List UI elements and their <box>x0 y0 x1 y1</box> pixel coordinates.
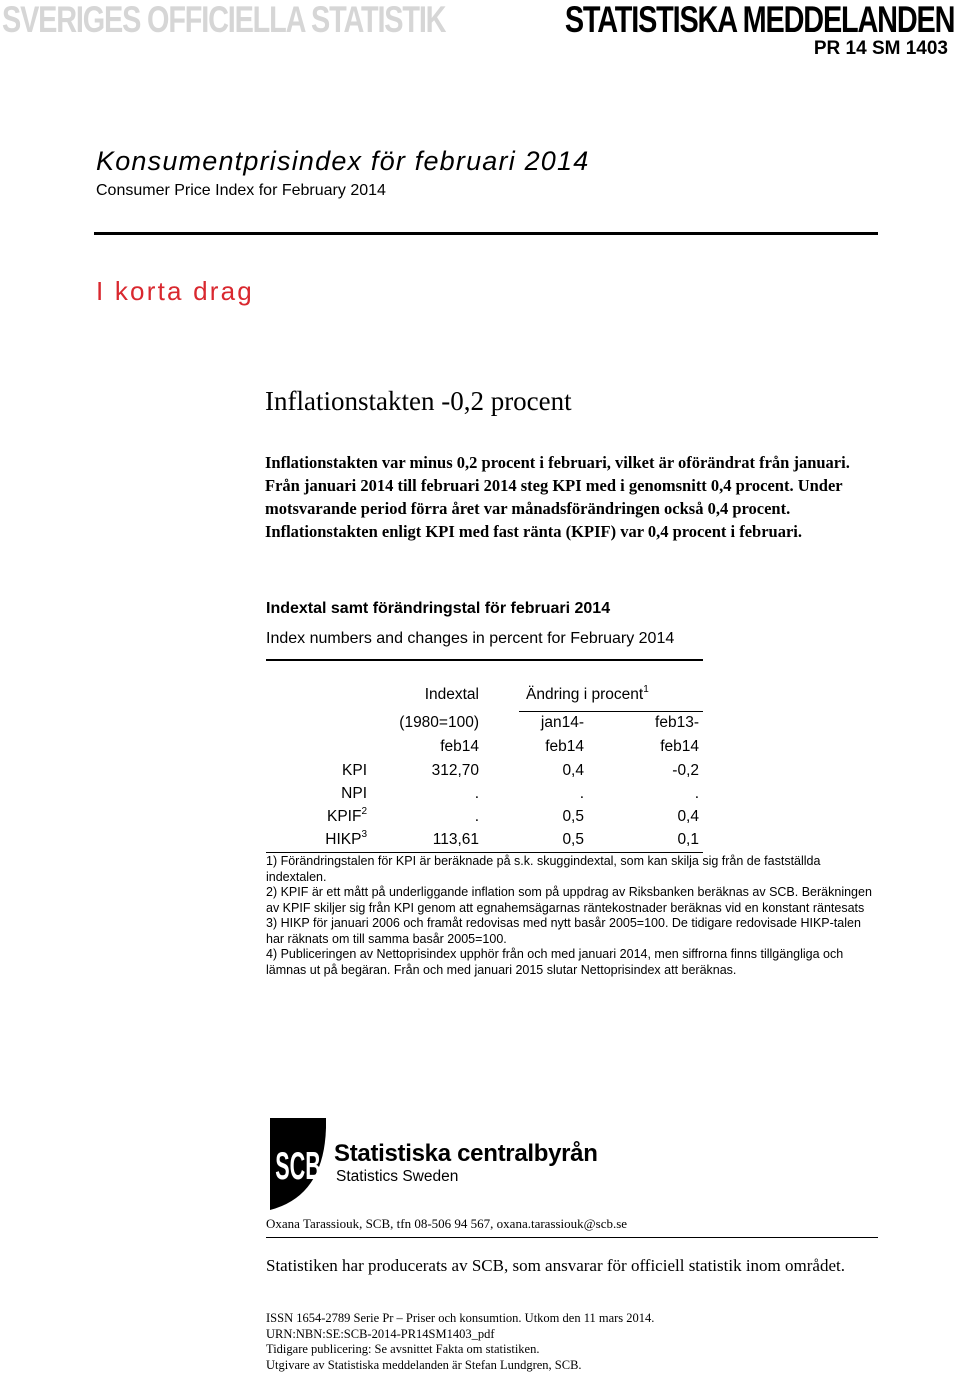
scb-logo-mark <box>268 1118 328 1210</box>
colophon-line: URN:NBN:SE:SCB-2014-PR14SM1403_pdf <box>266 1327 878 1343</box>
scb-logo-letters: SCB <box>275 1143 321 1188</box>
contact-divider <box>266 1237 878 1238</box>
lead-paragraph: Inflationstakten var minus 0,2 procent i februari, vilket är oförändrat från januari. Från januari 2014 till februari 2014 steg KPI med i genomsnitt 0,4 procent. Under motsvarande period förra året var månadsförändringen också 0,4 procent. Inflationstakten enligt KPI med fast ränta (KPIF) var 0,4 procent i februari. <box>265 451 885 543</box>
title-divider <box>94 232 878 235</box>
subheader-yoy-to: feb14 <box>660 738 699 756</box>
cell-mom: 0,5 <box>562 808 584 826</box>
colophon-line: ISSN 1654-2789 Serie Pr – Priser och konsumtion. Utkom den 11 mars 2014. <box>266 1311 878 1327</box>
header-index: Indextal <box>425 686 479 704</box>
subheader-yoy-from: feb13- <box>655 714 699 732</box>
cell-index: 113,61 <box>433 831 479 849</box>
organization-name-english: Statistics Sweden <box>336 1168 458 1186</box>
lead-heading: Inflationstakten -0,2 procent <box>265 386 572 417</box>
subheader-index-base: (1980=100) <box>399 714 479 732</box>
cell-mom: . <box>580 785 584 803</box>
series-banner <box>0 0 960 40</box>
table-footnotes <box>266 854 876 978</box>
table-title: Indextal samt förändringstal för februari 2014 <box>266 600 610 618</box>
producer-statement: Statistiken har producerats av SCB, som ansvarar för officiell statistik inom området. <box>266 1255 878 1277</box>
organization-name: Statistiska centralbyrån <box>334 1140 598 1168</box>
table-title-english: Index numbers and changes in percent for February 2014 <box>266 630 674 648</box>
table-top-rule <box>266 659 703 661</box>
series-name: SVERIGES OFFICIELLA STATISTIK <box>2 0 445 40</box>
row-label: HIKP$^3$ <box>325 831 367 849</box>
cell-index: . <box>475 785 479 803</box>
row-label: KPIF$^2$ <box>327 808 367 826</box>
scb-logo <box>268 1118 628 1210</box>
row-label: KPI <box>342 762 367 780</box>
colophon-line: Tidigare publicering: Se avsnittet Fakta om statistiken. <box>266 1342 878 1358</box>
cell-yoy: . <box>695 785 699 803</box>
cell-index: 312,70 <box>432 762 479 780</box>
publication-number: PR 14 SM 1403 <box>814 38 948 60</box>
table-bottom-rule <box>266 852 703 853</box>
document-title: Konsumentprisindex för februari 2014 <box>96 146 589 177</box>
series-type: STATISTISKA MEDDELANDEN <box>565 0 954 40</box>
cell-yoy: 0,4 <box>677 808 699 826</box>
subheader-mom-from: jan14- <box>541 714 584 732</box>
cell-mom: 0,4 <box>562 762 584 780</box>
cell-yoy: 0,1 <box>677 831 699 849</box>
subheader-index-month: feb14 <box>440 738 479 756</box>
subheader-mom-to: feb14 <box>545 738 584 756</box>
row-label: NPI <box>341 785 367 803</box>
footnote: 4) Publiceringen av Nettoprisindex upphör från och med januari 2014, men siffrorna finns tillgängliga och lämnas ut på begäran. Från och med januari 2015 slutar Nettoprisindex att beräknas. <box>266 947 876 978</box>
footnote: 1) Förändringstalen för KPI är beräknade på s.k. skuggindextal, som kan skilja sig från de fastställda indextalen. <box>266 854 876 885</box>
cell-mom: 0,5 <box>562 831 584 849</box>
colophon <box>266 1311 878 1373</box>
cell-yoy: -0,2 <box>672 762 699 780</box>
section-heading: I korta drag <box>96 276 254 307</box>
header-change: Ändring i procent$^1$ <box>526 686 649 704</box>
cell-index: . <box>475 808 479 826</box>
header-change-rule <box>519 711 703 712</box>
document-subtitle: Consumer Price Index for February 2014 <box>96 182 386 200</box>
colophon-line: Utgivare av Statistiska meddelanden är Stefan Lundgren, SCB. <box>266 1358 878 1373</box>
footnote: 2) KPIF är ett mått på underliggande inflation som på uppdrag av Riksbanken beräknas av SCB. Beräkningen av KPIF skiljer sig från KPI genom att egnahemsägarnas räntekostnader beräknas vid en konstant räntesats <box>266 885 876 916</box>
contact-info: Oxana Tarassiouk, SCB, tfn 08-506 94 567, oxana.tarassiouk@scb.se <box>266 1216 627 1232</box>
footnote: 3) HIKP för januari 2006 och framåt redovisas med nytt basår 2005=100. De tidigare redovisade HIKP-talen har räknats om till samma basår 2005=100. <box>266 916 876 947</box>
